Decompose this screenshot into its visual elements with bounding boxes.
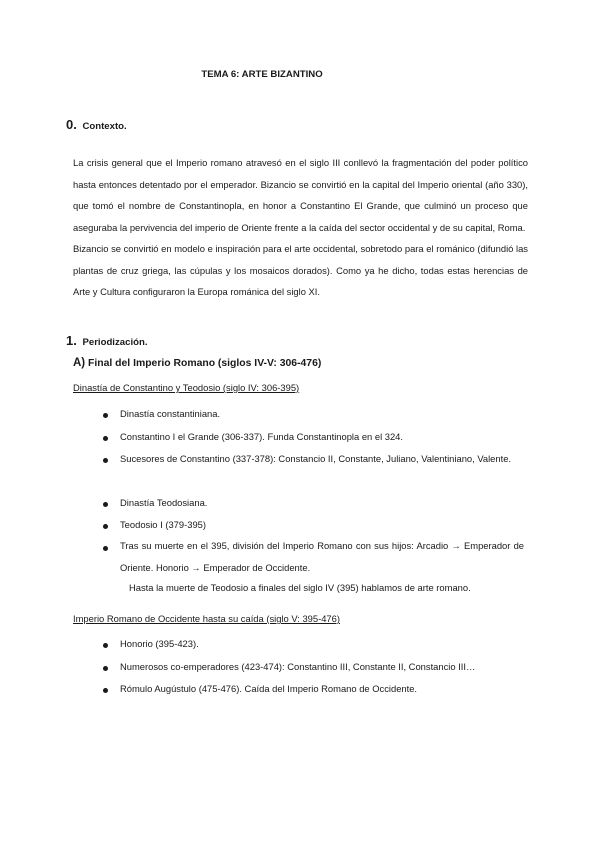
section-1-label: Periodización. [82,337,148,348]
bullet-icon [103,688,108,693]
subsection-a-label: Final del Imperio Romano (siglos IV-V: 306-476) [88,358,322,369]
bullet-icon [103,666,108,671]
section-1-heading [66,333,148,348]
context-text [73,152,528,303]
list-item-text: Honorio (395-423). [120,638,199,649]
dynasty-1-note: Hasta la muerte de Teodosio a finales del siglo IV (395) hablamos de arte romano. [129,582,471,593]
dynasty-1-heading: Dinastía de Constantino y Teodosio (siglo IV: 306-395) [73,382,300,393]
list-item-text: Dinastía constantiniana. [120,408,221,419]
list-item-text: Rómulo Augústulo (475-476). Caída del Imperio Romano de Occidente. [120,683,418,694]
bullet-icon [103,413,108,418]
bullet-icon [103,436,108,441]
bullet-icon [103,546,108,551]
list-item-text: Teodosio I (379-395) [120,519,206,530]
bullet-icon [103,502,108,507]
list-item-text: Sucesores de Constantino (337-378): Constancio II, Constante, Juliano, Valentiniano, Valente. [120,453,512,464]
bullet-icon [103,524,108,529]
bullet-icon [103,643,108,648]
list-item-text: Dinastía Teodosiana. [120,497,208,508]
subsection-a-heading [73,357,321,369]
context-paragraph-2: Bizancio se convirtió en modelo e inspiración para el arte occidental, sobretodo para el románico (difundió las plantas de cruz griega, las cúpulas y los mosaicos dorados). Como ya he dicho, todas estas herencias de Arte y Cultura configuraron la Europa románica del siglo XI. [73,243,528,297]
list-item-text: Tras su muerte en el 395, división del Imperio Romano con sus hijos: Arcadio → Emperador de Oriente. Honorio → Emperador de Occidente. [120,540,524,573]
document-title: TEMA 6: ARTE BIZANTINO [201,69,323,80]
section-0-heading [66,117,127,132]
context-paragraph-1: La crisis general que el Imperio romano atravesó en el siglo III conllevó la fragmentación del poder político hasta entonces detentado por el emperador. Bizancio se convirtió en la capital del Imperio oriental (año 330), que tomó el nombre de Constantinopla, en honor a Constantino El Grande, que culminó un proceso que aseguraba la pervivencia del imperio de Oriente frente a la caída del sector occidental y de su capital, Roma. [73,157,528,233]
section-1-number: 1. [66,333,77,348]
dynasty-2-heading: Imperio Romano de Occidente hasta su caída (siglo V: 395-476) [73,613,340,624]
list-item-text: Numerosos co-emperadores (423-474): Constantino III, Constante II, Constancio III… [120,661,476,672]
section-0-label: Contexto. [82,121,127,132]
section-0-number: 0. [66,117,77,132]
bullet-icon [103,458,108,463]
subsection-a-letter: A) [73,357,86,369]
list-item-text: Constantino I el Grande (306-337). Funda Constantinopla en el 324. [120,431,403,442]
